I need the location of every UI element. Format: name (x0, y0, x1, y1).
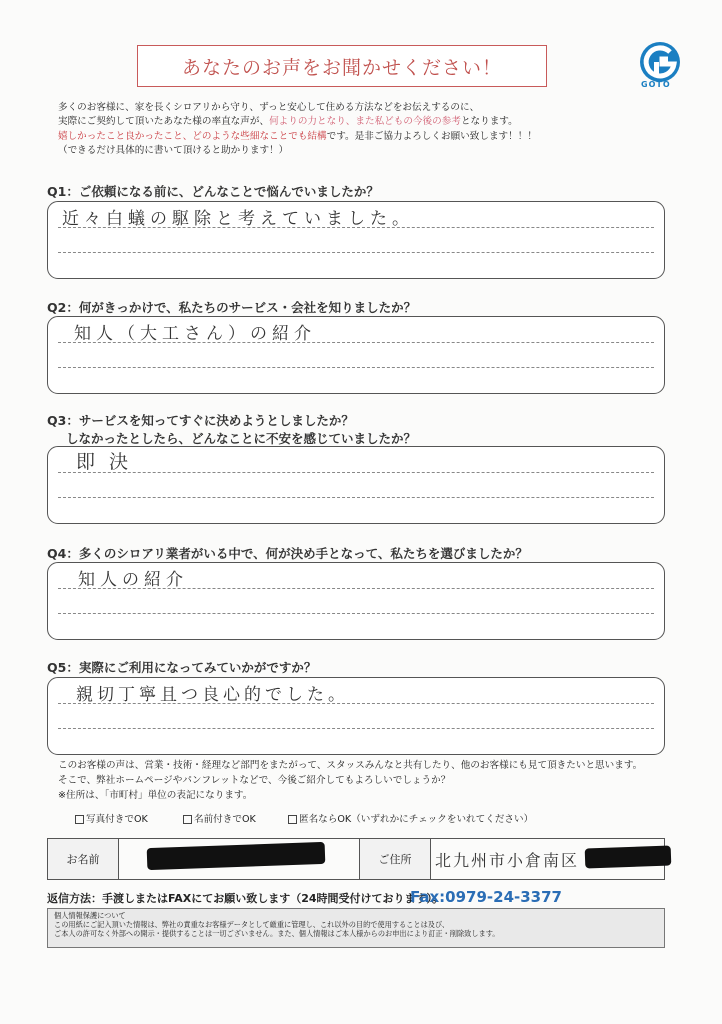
answer-3-text: 即決 (76, 451, 143, 473)
name-label: お名前 (66, 853, 100, 866)
question-3-label: Q3：サービスを知ってすぐに決めようとしましたか？ (47, 413, 354, 428)
answer-5-box[interactable] (47, 677, 665, 755)
reply-method: 返信方法：手渡しまたはFAXにてお願い致します（24時間受付けております）。 (47, 892, 444, 905)
privacy-line-1: この用紙にご記入頂いた情報は、弊社の責重なお客様データとして厳重に管理し、これ以外の目的で使用することは及び、 (54, 920, 450, 930)
answer-4-box[interactable] (47, 562, 665, 640)
answer-line (58, 728, 654, 729)
consent-hint: （いずれかにチェックをいれてください） (351, 814, 534, 825)
answer-1-box[interactable] (47, 201, 665, 279)
consent-anon-label: 匿名ならOK (299, 814, 352, 825)
consent-name-option[interactable] (183, 811, 256, 825)
intro-line-2c: となります。 (460, 116, 518, 128)
note-line-3: ※住所は、「市町村」単位の表記になります。 (58, 790, 253, 801)
answer-line (58, 613, 654, 614)
page-title-text: あなたのお声をお聞かせください！ (181, 56, 502, 79)
intro-line-3b: です。是非ご協力よろしくお願い致します！！！ (326, 130, 537, 142)
note-line-2: そこで、弊社ホームページやパンフレットなどで、今後ご紹介してもよろしいでしょうか？ (58, 775, 451, 786)
intro-line-2a: 実際にご契約して頂いたあなた様の率直な声が、 (58, 116, 270, 128)
checkbox-photo[interactable] (75, 815, 84, 824)
answer-5-text: 親切丁寧且つ良心的でした。 (76, 685, 349, 705)
intro-highlight-2: 嬉しかったこと良かったこと、どのような些細なことでも結構 (58, 130, 327, 142)
answer-line (58, 497, 654, 498)
question-3-sub: しなかったとしたら、どんなことに不安を感じていましたか？ (66, 431, 417, 446)
contact-info-table (47, 838, 665, 880)
consent-name-label: 名前付きでOK (194, 814, 256, 825)
question-4-label: Q4：多くのシロアリ業者がいる中で、何が決め手となって、私たちを選びましたか？ (47, 546, 528, 561)
answer-line (58, 472, 654, 473)
answer-1-text: 近々白蟻の駆除と考えていました。 (62, 209, 414, 229)
question-1-label: Q1：ご依頼になる前に、どんなことで悩んでいましたか？ (47, 184, 379, 199)
answer-line (58, 367, 654, 368)
question-2-label: Q2：何がきっかけで、私たちのサービス・会社を知りましたか？ (47, 300, 417, 315)
name-field[interactable] (119, 839, 360, 879)
intro-line-3 (58, 130, 537, 144)
consent-anon-option[interactable] (288, 811, 533, 825)
answer-3-box[interactable] (47, 446, 665, 524)
fax-number: Fax:0979-24-3377 (410, 888, 562, 906)
intro-text (58, 101, 537, 159)
consent-photo-option[interactable] (75, 811, 148, 825)
note-line-1: このお客様の声は、営業・技術・経理など部門をまたがって、スタッスみんなと共有したり、他のお客様にも見て頂きたいと思います。 (58, 760, 643, 771)
address-label-cell (360, 839, 431, 879)
consent-photo-label: 写真付きでOK (86, 814, 148, 825)
question-5-label: Q5：実際にご利用になってみていかがですか？ (47, 660, 317, 675)
page-title (137, 45, 547, 87)
address-field[interactable] (431, 839, 664, 879)
intro-line-4: （できるだけ具体的に書いて頂けると助かります！） (58, 145, 289, 157)
answer-2-box[interactable] (47, 316, 665, 394)
address-text: 北九州市小倉南区 (435, 850, 580, 870)
privacy-title: 個人情報保護について (54, 911, 126, 920)
answer-2-text: 知人（大工さん）の紹介 (74, 324, 316, 344)
intro-line-1: 多くのお客様に、家を長くシロアリから守り、ずっと安心して住める方法などをお伝えするのに、 (58, 102, 480, 113)
intro-highlight-1: 何よりの力となり、また私どもの今後の参考 (269, 116, 461, 128)
checkbox-anonymous[interactable] (288, 815, 297, 824)
answer-4-text: 知人の紹介 (78, 570, 188, 590)
address-redaction (585, 846, 672, 869)
address-label: ご住所 (378, 853, 412, 866)
intro-line-2 (58, 115, 537, 129)
name-label-cell (48, 839, 119, 879)
answer-line (58, 252, 654, 253)
privacy-notice (47, 908, 665, 948)
logo-text: GOTO (641, 80, 671, 89)
privacy-line-2: ご本人の許可なく外部への開示・提供することは一切ございません。また、個人情報はご本人様からのお申出により訂正・削除致します。 (54, 929, 500, 939)
name-redaction (147, 842, 326, 870)
checkbox-name[interactable] (183, 815, 192, 824)
